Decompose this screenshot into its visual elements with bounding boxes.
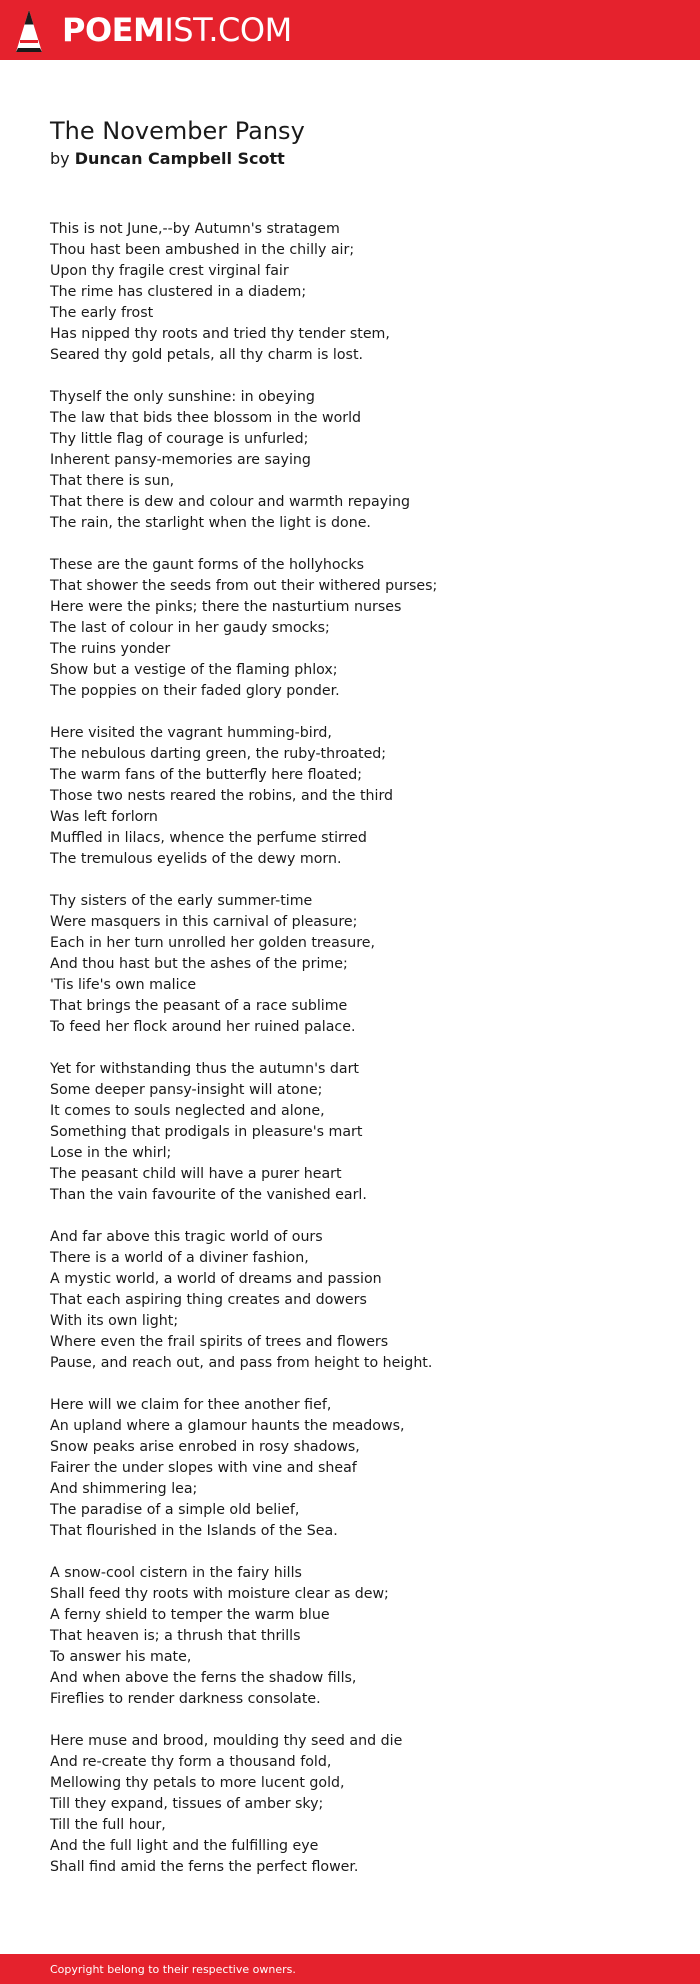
byline <box>50 148 285 170</box>
stanza <box>50 219 670 366</box>
poem-line: Till they expand, tissues of amber sky; <box>50 1796 324 1812</box>
poem-line: Those two nests reared the robins, and the third <box>50 788 394 804</box>
poem-line: And when above the ferns the shadow fills, <box>50 1670 357 1686</box>
poem-line: Here muse and brood, moulding thy seed and die <box>50 1733 403 1749</box>
by-label: by <box>50 149 70 168</box>
poem-line: Lose in the whirl; <box>50 1145 172 1161</box>
poem-line: Thou hast been ambushed in the chilly air; <box>50 242 355 258</box>
poem-line: The nebulous darting green, the ruby-throated; <box>50 746 387 762</box>
stanza <box>50 723 670 870</box>
stanza-gap <box>50 1038 670 1059</box>
poem-line: A snow-cool cistern in the fairy hills <box>50 1565 302 1581</box>
poem-line: Yet for withstanding thus the autumn's dart <box>50 1061 359 1077</box>
poem-line: And the full light and the fulfilling eye <box>50 1838 319 1854</box>
poem-line: The peasant child will have a purer heart <box>50 1166 342 1182</box>
poem-line: An upland where a glamour haunts the meadows, <box>50 1418 405 1434</box>
poem-line: And re-create thy form a thousand fold, <box>50 1754 332 1770</box>
poem-line: Were masquers in this carnival of pleasure; <box>50 914 358 930</box>
poem-line: Has nipped thy roots and tried thy tender stem, <box>50 326 390 342</box>
stanza-gap <box>50 1542 670 1563</box>
stanza-gap <box>50 1374 670 1395</box>
stanza-gap <box>50 1710 670 1731</box>
poem-line: And far above this tragic world of ours <box>50 1229 323 1245</box>
stanza <box>50 555 670 702</box>
poem-line: Thyself the only sunshine: in obeying <box>50 389 315 405</box>
poem-line: The ruins yonder <box>50 641 171 657</box>
stanza <box>50 1731 670 1878</box>
stanza <box>50 1563 670 1710</box>
poem-line: That brings the peasant of a race sublime <box>50 998 348 1014</box>
stanza-gap <box>50 702 670 723</box>
poem-line: And thou hast but the ashes of the prime; <box>50 956 348 972</box>
poem-line: Here were the pinks; there the nasturtium nurses <box>50 599 402 615</box>
poem-line: A mystic world, a world of dreams and passion <box>50 1271 382 1287</box>
poem-line: The rain, the starlight when the light is done. <box>50 515 371 531</box>
poem-line: Where even the frail spirits of trees and flowers <box>50 1334 389 1350</box>
logo-bold-text: POEM <box>62 11 165 49</box>
poem-line: The poppies on their faded glory ponder. <box>50 683 340 699</box>
poem-line: Snow peaks arise enrobed in rosy shadows, <box>50 1439 360 1455</box>
poem-line: That shower the seeds from out their withered purses; <box>50 578 438 594</box>
poem-body <box>50 219 670 1878</box>
pencil-icon[interactable] <box>16 10 42 52</box>
poem-line: Here will we claim for thee another fief, <box>50 1397 332 1413</box>
stanza <box>50 891 670 1038</box>
site-logo[interactable] <box>62 10 292 50</box>
poem-line: And shimmering lea; <box>50 1481 198 1497</box>
poem-line: Muffled in lilacs, whence the perfume stirred <box>50 830 367 846</box>
stanza <box>50 1395 670 1542</box>
poem-line: Than the vain favourite of the vanished earl. <box>50 1187 367 1203</box>
poem-line: It comes to souls neglected and alone, <box>50 1103 325 1119</box>
poem-line: That there is sun, <box>50 473 175 489</box>
site-header <box>0 0 700 60</box>
stanza-gap <box>50 366 670 387</box>
poem-line: That there is dew and colour and warmth repaying <box>50 494 411 510</box>
poem-line: To answer his mate, <box>50 1649 192 1665</box>
stanza <box>50 387 670 534</box>
poem-line: This is not June,--by Autumn's stratagem <box>50 221 340 237</box>
stanza-gap <box>50 1206 670 1227</box>
stanza <box>50 1059 670 1206</box>
poem-line: 'Tis life's own malice <box>50 977 197 993</box>
poem-line: That each aspiring thing creates and dowers <box>50 1292 367 1308</box>
poem-line: Thy little flag of courage is unfurled; <box>50 431 309 447</box>
poem-line: That flourished in the Islands of the Sea. <box>50 1523 338 1539</box>
stanza <box>50 1227 670 1374</box>
poem-line: Seared thy gold petals, all thy charm is lost. <box>50 347 364 363</box>
poem-line: The paradise of a simple old belief, <box>50 1502 300 1518</box>
logo-light-text: IST.COM <box>164 11 292 49</box>
poem-line: The tremulous eyelids of the dewy morn. <box>50 851 342 867</box>
poem-line: A ferny shield to temper the warm blue <box>50 1607 330 1623</box>
poem-line: The early frost <box>50 305 154 321</box>
poem-line: Some deeper pansy-insight will atone; <box>50 1082 323 1098</box>
poem-line: Shall feed thy roots with moisture clear as dew; <box>50 1586 389 1602</box>
stanza-gap <box>50 534 670 555</box>
copyright-text: Copyright belong to their respective owners. <box>50 1963 296 1976</box>
poem-line: Thy sisters of the early summer-time <box>50 893 313 909</box>
poem-line: Something that prodigals in pleasure's mart <box>50 1124 363 1140</box>
poem-title: The November Pansy <box>50 117 305 145</box>
author-name: Duncan Campbell Scott <box>74 149 285 168</box>
poem-line: To feed her flock around her ruined palace. <box>50 1019 356 1035</box>
poem-line: Was left forlorn <box>50 809 158 825</box>
site-footer <box>0 1954 700 1984</box>
poem-line: Fireflies to render darkness consolate. <box>50 1691 321 1707</box>
poem-line: There is a world of a diviner fashion, <box>50 1250 309 1266</box>
poem-line: Shall find amid the ferns the perfect flower. <box>50 1859 359 1875</box>
poem-line: The law that bids thee blossom in the world <box>50 410 362 426</box>
stanza-gap <box>50 870 670 891</box>
poem-line: Upon thy fragile crest virginal fair <box>50 263 289 279</box>
poem-line: Pause, and reach out, and pass from height to height. <box>50 1355 433 1371</box>
poem-line: Till the full hour, <box>50 1817 166 1833</box>
poem-line: With its own light; <box>50 1313 179 1329</box>
poem-line: That heaven is; a thrush that thrills <box>50 1628 301 1644</box>
poem-line: The rime has clustered in a diadem; <box>50 284 307 300</box>
poem-line: Inherent pansy-memories are saying <box>50 452 311 468</box>
poem-line: Here visited the vagrant humming-bird, <box>50 725 332 741</box>
poem-line: Each in her turn unrolled her golden treasure, <box>50 935 375 951</box>
poem-line: The warm fans of the butterfly here floated; <box>50 767 363 783</box>
poem-line: Mellowing thy petals to more lucent gold, <box>50 1775 345 1791</box>
poem-line: Fairer the under slopes with vine and sheaf <box>50 1460 357 1476</box>
poem-line: Show but a vestige of the flaming phlox; <box>50 662 338 678</box>
poem-line: These are the gaunt forms of the hollyhocks <box>50 557 365 573</box>
poem-line: The last of colour in her gaudy smocks; <box>50 620 330 636</box>
